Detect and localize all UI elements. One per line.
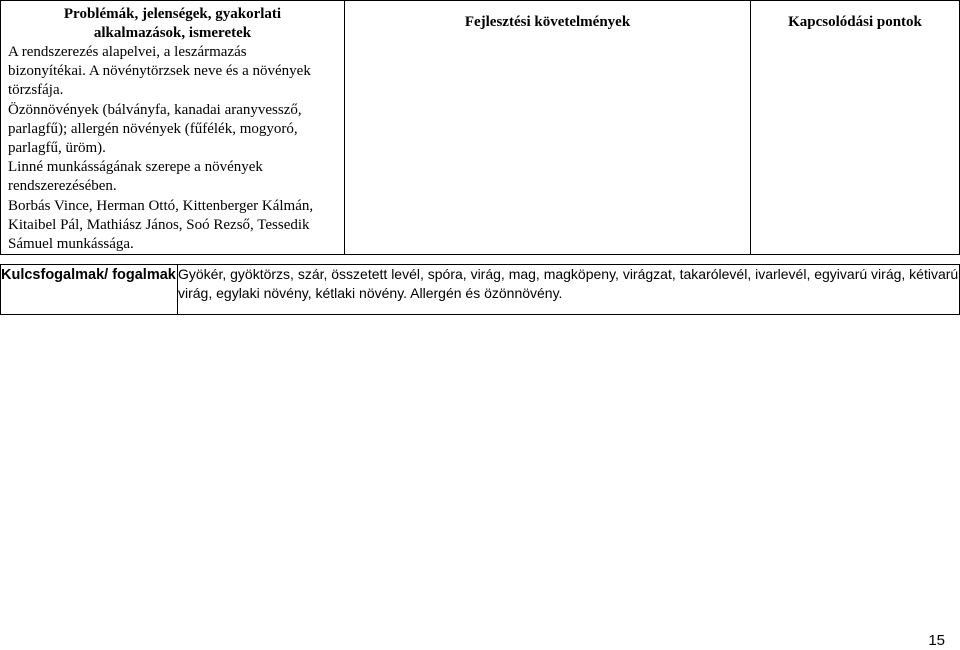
connections-header: Kapcsolódási pontok [788, 14, 922, 30]
problems-rest [1, 101, 344, 255]
problems-line: A rendszerezés alapelvei, a leszármazás [8, 44, 247, 60]
requirements-cell [345, 1, 751, 255]
problems-paragraph: Borbás Vince, Herman Ottó, Kittenberger Kálmán, Kitaibel Pál, Mathiász János, Soó Rezső, Tessedik Sámuel munkássága. [8, 197, 314, 253]
key-concepts-text: Gyökér, gyöktörzs, szár, összetett levél, spóra, virág, mag, magköpeny, virágzat, takarólevél, ivarlevél, egyivarú virág, kétivarú virág, egylaki növény, kétlaki növény. Allergén és özönnövény. [178, 265, 960, 315]
problems-body [1, 43, 344, 101]
key-concepts-label: Kulcsfogalmak/ fogalmak [1, 265, 178, 315]
problems-paragraph: Linné munkásságának szerepe a növények rendszerezésében. [8, 159, 263, 195]
page-number: 15 [928, 632, 945, 649]
content-table [0, 0, 960, 255]
requirements-header: Fejlesztési követelmények [464, 14, 631, 30]
problems-line: törzsfája. [8, 82, 64, 99]
key-concepts-table [0, 264, 960, 315]
problems-paragraph: Özönnövények (bálványfa, kanadai aranyvessző, parlagfű); allergén növények (fűfélék, mogyoró, parlagfű, üröm). [8, 101, 302, 157]
problems-header: Problémák, jelenségek, gyakorlati alkalmazások, ismeretek [63, 6, 282, 41]
problems-cell [1, 1, 345, 255]
connections-cell [751, 1, 960, 255]
problems-line: bizonyítékai. A növénytörzsek neve és a növények [8, 63, 311, 80]
